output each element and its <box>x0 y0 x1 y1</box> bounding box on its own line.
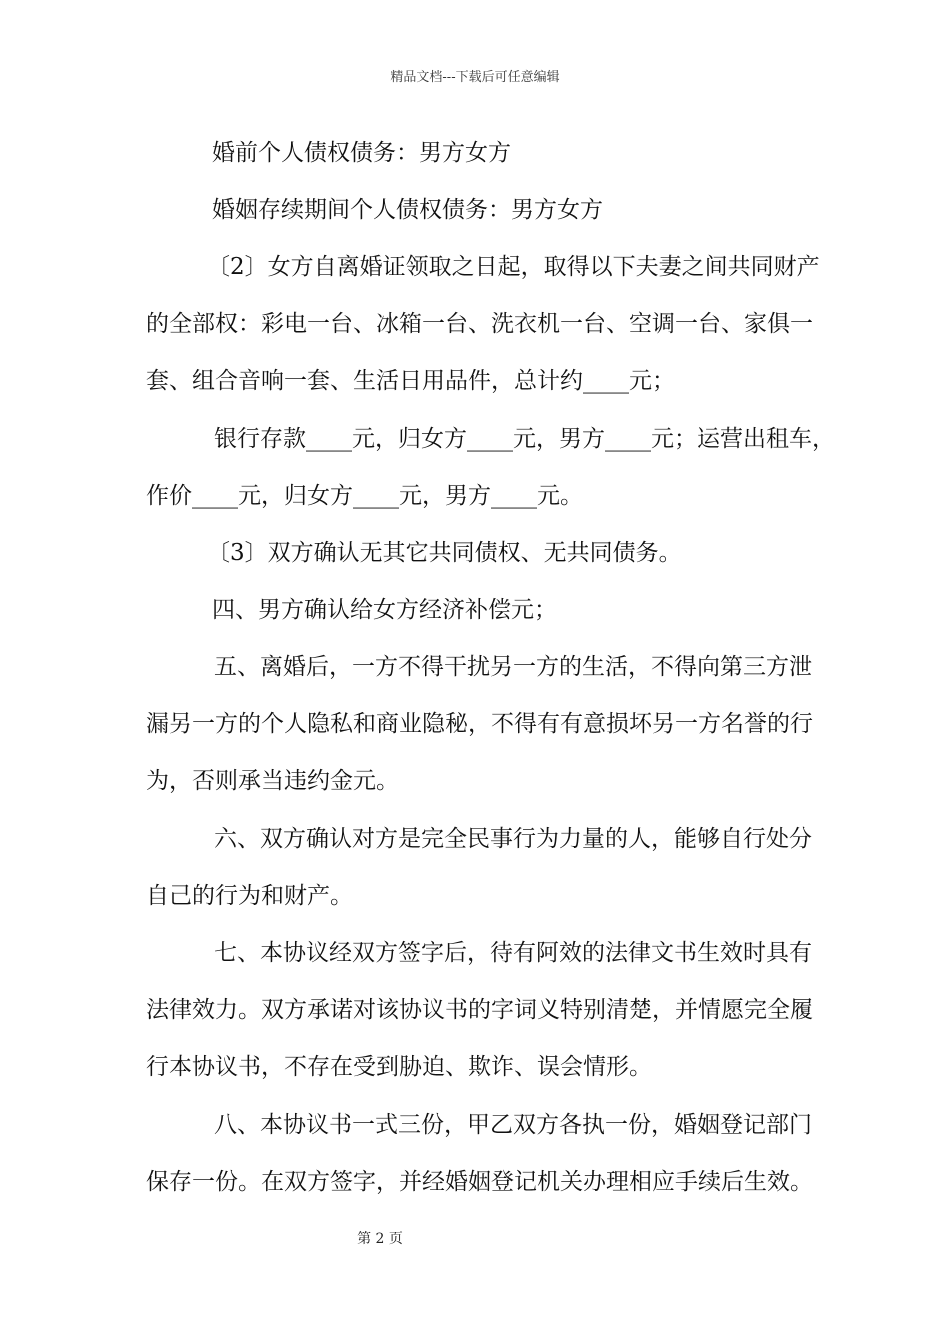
paragraph-line-14: 自己的行为和财产。 <box>146 883 353 909</box>
paragraph-line-19: 保存一份。在双方签字，并经婚姻登记机关办理相应手续后生效。 <box>146 1169 813 1195</box>
paragraph-line-5: 套、组合音响一套、生活日用品件，总计约____元； <box>146 368 675 394</box>
paragraph-line-1: 婚前个人债权债务：男方女方 <box>212 140 511 166</box>
paragraph-line-10: 五、离婚后，一方不得干扰另一方的生活，不得向第三方泄 <box>214 654 812 680</box>
paragraph-line-3: 〔2〕女方自离婚证领取之日起，取得以下夫妻之间共同财产 <box>207 254 820 280</box>
paragraph-line-15: 七、本协议经双方签字后，待有阿效的法律文书生效时具有 <box>214 940 812 966</box>
page-number: 第 2 页 <box>357 1231 403 1247</box>
document-header: 精品文档---下载后可任意编辑 <box>390 70 560 85</box>
paragraph-line-9: 四、男方确认给女方经济补偿元； <box>212 597 557 623</box>
paragraph-line-17: 行本协议书，不存在受到胁迫、欺诈、误会情形。 <box>146 1054 652 1080</box>
paragraph-line-16: 法律效力。双方承诺对该协议书的字词义特别清楚，并情愿完全履 <box>146 997 813 1023</box>
paragraph-line-12: 为，否则承当违约金元。 <box>146 768 399 794</box>
paragraph-line-7: 作价____元，归女方____元，男方____元。 <box>146 483 583 509</box>
paragraph-line-8: 〔3〕双方确认无其它共同债权、无共同债务。 <box>207 540 682 566</box>
paragraph-line-6: 银行存款____元，归女方____元，男方____元；运营出租车， <box>214 426 835 452</box>
paragraph-line-4: 的全部权：彩电一台、冰箱一台、洗衣机一台、空调一台、家俱一 <box>146 311 813 337</box>
paragraph-line-11: 漏另一方的个人隐私和商业隐秘，不得有有意损坏另一方名誉的行 <box>146 711 813 737</box>
paragraph-line-13: 六、双方确认对方是完全民事行为力量的人，能够自行处分 <box>214 826 812 852</box>
paragraph-line-18: 八、本协议书一式三份，甲乙双方各执一份，婚姻登记部门 <box>214 1112 812 1138</box>
paragraph-line-2: 婚姻存续期间个人债权债务：男方女方 <box>212 197 603 223</box>
